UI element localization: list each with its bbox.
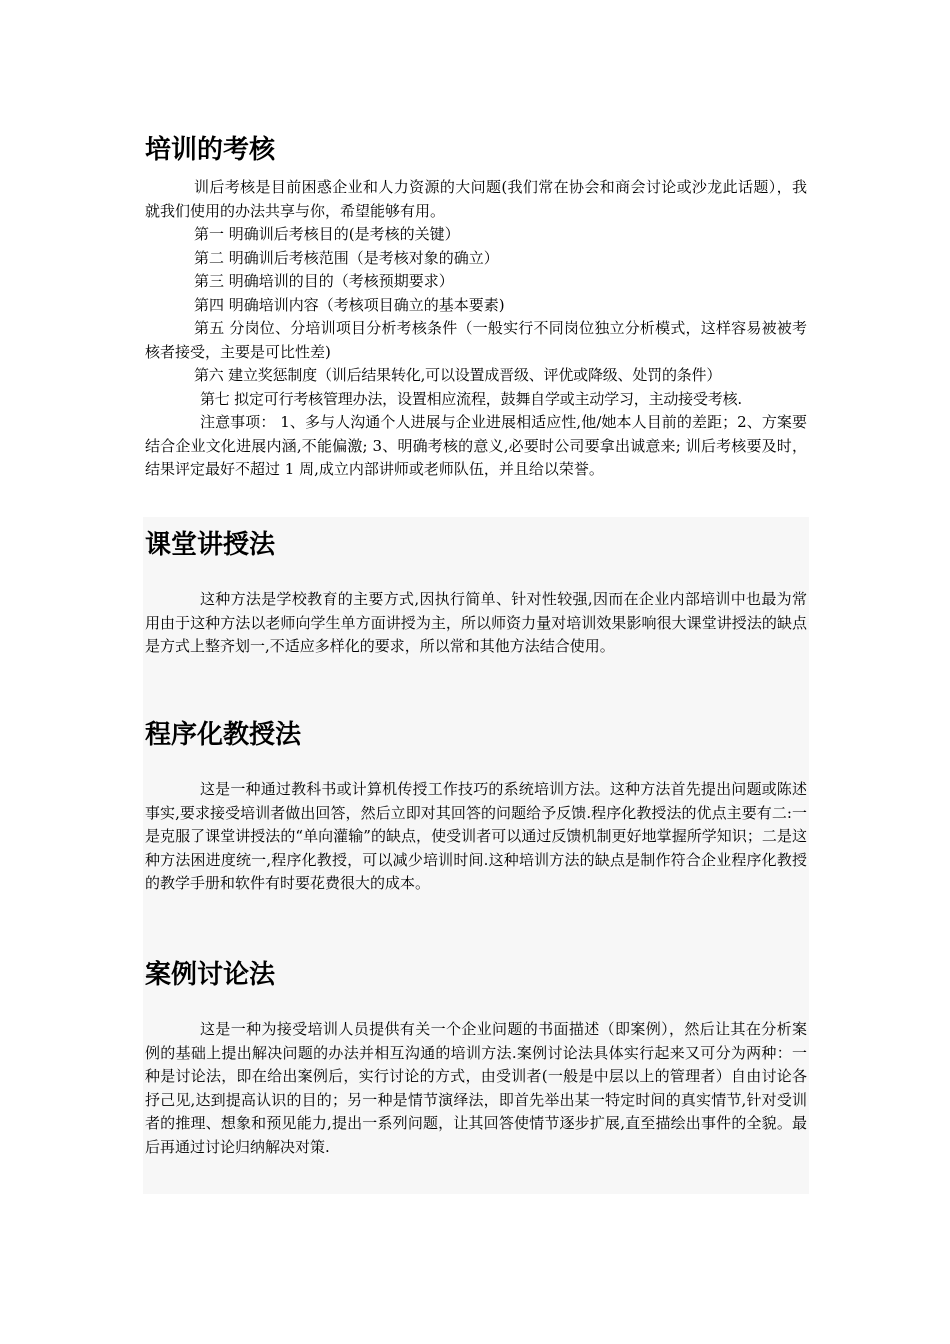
assessment-step-7: 第七 拟定可行考核管理办法，设置相应流程，鼓舞自学或主动学习，主动接受考核. <box>200 389 742 408</box>
case-paragraph: 这是一种为接受培训人员提供有关一个企业问题的书面描述（即案例），然后让其在分析案例的基础上提出解决问题的办法并相互沟通的培训方法.案例讨论法具体实行起来又可分为两种：一种是讨论法，即在给出案例后，实行讨论的方式，由受训者(一般是中层以上的管理者）自由讨论各抒己见,达到提高认识的目的；另一种是情节演绎法，即首先举出某一特定时间的真实情节,针对受训者的推理、想象和预见能力,提出一系列问题，让其回答使情节逐步扩展,直至描绘出事件的全貌。最后再通过讨论归纳解决对策. <box>145 1020 807 1156</box>
assessment-step-6: 第六 建立奖惩制度（训后结果转化,可以设置成晋级、评优或降级、处罚的条件） <box>194 366 722 384</box>
section-assessment-body <box>145 176 807 482</box>
section-assessment <box>145 133 807 167</box>
section-lecture-body <box>145 588 807 659</box>
assessment-step-1: 第一 明确训后考核目的(是考核的关键） <box>194 225 460 243</box>
section-programmed <box>145 718 807 752</box>
assessment-step-2: 第二 明确训后考核范围（是考核对象的确立） <box>194 248 499 267</box>
section-title-lecture: 课堂讲授法 <box>145 530 276 560</box>
section-title-programmed: 程序化教授法 <box>145 720 302 750</box>
lecture-paragraph: 这种方法是学校教育的主要方式,因执行简单、针对性较强,因而在企业内部培训中也最为常用由于这种方法以老师向学生单方面讲授为主，所以师资力量对培训效果影响很大课堂讲授法的缺点是方式上整齐划一,不适应多样化的要求，所以常和其他方法结合使用。 <box>145 590 807 655</box>
section-programmed-body <box>145 778 807 896</box>
section-title-assessment: 培训的考核 <box>145 135 276 165</box>
assessment-intro: 训后考核是目前困惑企业和人力资源的大问题(我们常在协会和商会讨论或沙龙此话题），我就我们使用的办法共享与你，希望能够有用。 <box>145 178 807 220</box>
section-case <box>145 958 807 992</box>
section-lecture <box>145 528 807 562</box>
section-title-case: 案例讨论法 <box>145 960 276 990</box>
programmed-paragraph: 这是一种通过教科书或计算机传授工作技巧的系统培训方法。这种方法首先提出问题或陈述事实,要求接受培训者做出回答，然后立即对其回答的问题给予反馈.程序化教授法的优点主要有二:一是克服了课堂讲授法的“单向灌输”的缺点，使受训者可以通过反馈机制更好地掌握所学知识；二是这种方法困进度统一,程序化教授，可以减少培训时间.这种培训方法的缺点是制作符合企业程序化教授的教学手册和软件有时要花费很大的成本。 <box>145 780 807 892</box>
assessment-notes: 注意事项： 1、多与人沟通个人进展与企业进展相适应性,他/她本人目前的差距；2、方案要结合企业文化进展内涵,不能偏激; 3、明确考核的意义,必要时公司要拿出诚意来; 训后考核要及时，结果评定最好不超过 1 周,成立内部讲师或老师队伍，并且给以荣誉。 <box>145 413 807 478</box>
assessment-step-5: 第五 分岗位、分培训项目分析考核条件（一般实行不同岗位独立分析模式，这样容易被被考核者接受，主要是可比性差) <box>145 319 807 361</box>
assessment-step-4: 第四 明确培训内容（考核项目确立的基本要素) <box>194 295 505 314</box>
assessment-step-3: 第三 明确培训的目的（考核预期要求） <box>194 272 454 290</box>
section-case-body <box>145 1018 807 1159</box>
